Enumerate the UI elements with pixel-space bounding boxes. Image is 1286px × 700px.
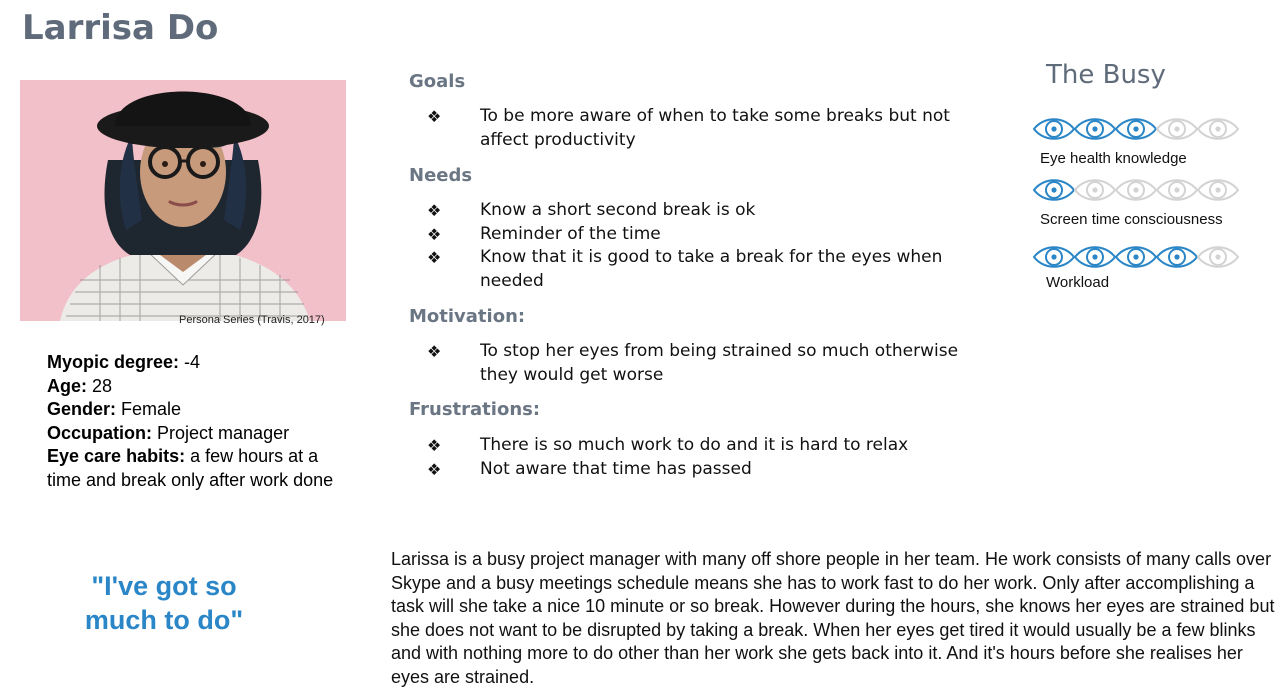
persona-photo: [20, 80, 346, 321]
frustrations-list: [427, 434, 987, 481]
fact-eye-care-habits: [47, 445, 337, 492]
list-item-text: Not aware that time has passed: [480, 458, 752, 479]
fact-label: Gender:: [47, 399, 117, 419]
fact-value: Female: [116, 399, 182, 419]
fact-occupation: [47, 422, 337, 446]
list-item-text: There is so much work to do and it is hard to relax: [480, 435, 909, 455]
fact-label: Age:: [47, 375, 87, 396]
motivation-list: [427, 340, 987, 387]
eye-icon: [1196, 114, 1240, 144]
meter-eye-health-knowledge: [1032, 114, 1237, 144]
fact-label: Occupation:: [47, 422, 153, 443]
meter-label: Screen time consciousness: [1040, 211, 1223, 228]
fact-value: -4: [179, 352, 201, 372]
bullet-icon: ❖: [427, 342, 442, 361]
bullet-icon: ❖: [427, 224, 442, 244]
bullet-icon: ❖: [427, 107, 442, 126]
bullet-icon: ❖: [427, 248, 442, 267]
fact-label: Myopic degree:: [47, 352, 180, 372]
eye-icon: [1032, 242, 1076, 272]
goals-heading: Goals: [409, 71, 466, 92]
bullet-icon: ❖: [427, 436, 442, 455]
eye-icon: [1196, 175, 1240, 205]
motivation-heading: Motivation:: [409, 306, 526, 327]
fact-value: a few hours at a time and break only after work done: [47, 446, 334, 490]
list-item: [427, 434, 987, 458]
fact-myopic-degree: [47, 351, 337, 375]
fact-value: Project manager: [152, 422, 290, 443]
frustrations-heading: Frustrations:: [409, 399, 541, 420]
persona-story: Larissa is a busy project manager with many off shore people in her team. He work consists of many calls over Skype and a busy meetings schedule means she has to work fast to do her work. Only after accomplishing a task will she take a nice 10 minute or so break. However during the hours, she knows her eyes are strained but she does not want to be disrupted by taking a break. When her eyes get tired it would usually be a few blinks and with nothing more to do other than her work she gets back into it. And it's hours before she realises her eyes are strained.: [391, 549, 1275, 687]
persona-portrait-illustration: [20, 80, 346, 321]
needs-list: [427, 199, 987, 293]
list-item-text: Know a short second break is ok: [480, 200, 756, 220]
list-item-text: To be more aware of when to take some breaks but not affect productivity: [480, 106, 950, 150]
list-item: [427, 223, 987, 247]
meter-screen-time-consciousness: [1032, 175, 1237, 205]
persona-facts: [47, 351, 337, 492]
meter-label: Eye health knowledge: [1040, 150, 1187, 167]
list-item: [427, 105, 987, 152]
eye-icon: [1155, 242, 1199, 272]
meter-workload: [1032, 242, 1237, 272]
eye-icon: [1155, 114, 1199, 144]
eye-icon: [1073, 242, 1117, 272]
list-item: [427, 199, 987, 223]
eye-icon: [1073, 175, 1117, 205]
eye-icon: [1114, 175, 1158, 205]
list-item-text: To stop her eyes from being strained so much otherwise they would get worse: [480, 341, 959, 385]
eye-icon: [1155, 175, 1199, 205]
persona-quote: "I've got so much to do": [84, 571, 244, 635]
goals-list: [427, 105, 987, 152]
photo-credit: Persona Series (Travis, 2017): [179, 314, 325, 326]
meter-label: Workload: [1046, 274, 1110, 291]
bullet-icon: ❖: [427, 201, 442, 220]
eye-icon: [1196, 242, 1240, 272]
bullet-icon: ❖: [427, 459, 442, 479]
needs-heading: Needs: [409, 165, 473, 186]
list-item: [427, 340, 987, 387]
list-item: [427, 246, 987, 293]
eye-icon: [1073, 114, 1117, 144]
list-item-text: Reminder of the time: [480, 223, 661, 244]
fact-label: Eye care habits:: [47, 446, 186, 466]
fact-gender: [47, 398, 337, 422]
fact-age: [47, 375, 337, 399]
eye-icon: [1114, 242, 1158, 272]
list-item-text: Know that it is good to take a break for the eyes when needed: [480, 247, 943, 291]
list-item: [427, 458, 987, 482]
eye-icon: [1032, 114, 1076, 144]
archetype-title: The Busy: [1046, 60, 1166, 90]
fact-value: 28: [87, 375, 113, 396]
eye-icon: [1114, 114, 1158, 144]
eye-icon: [1032, 175, 1076, 205]
persona-name: Larrisa Do: [22, 8, 219, 48]
